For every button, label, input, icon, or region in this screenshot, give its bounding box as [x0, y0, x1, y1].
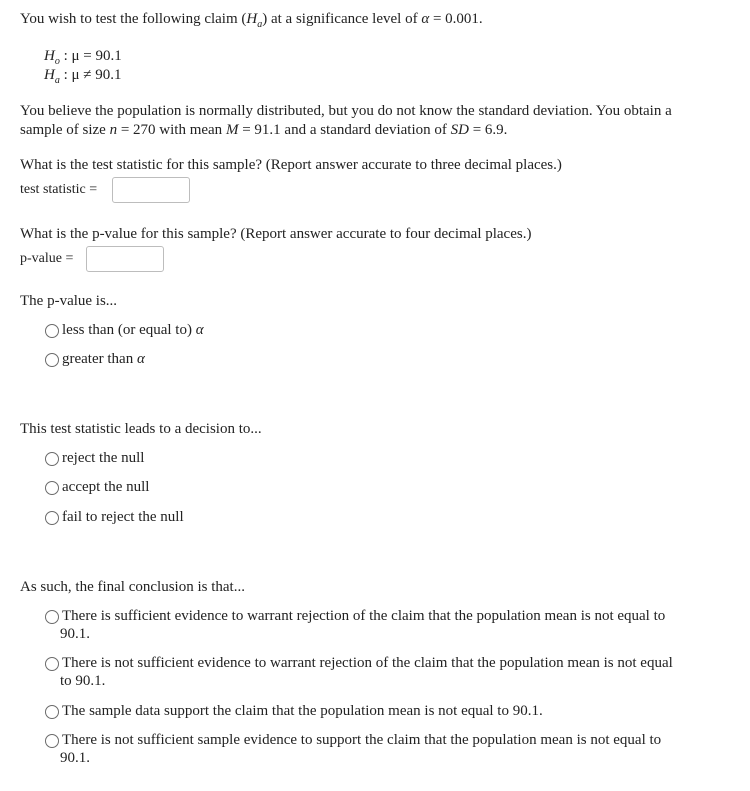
equals-sign: = [429, 11, 446, 27]
option-conclusion-1-line1[interactable]: There is sufficient evidence to warrant rejection of the claim that the population mean is not equal to [62, 608, 666, 624]
option-greater-than-alpha[interactable] [62, 351, 145, 368]
intro-text: You wish to test the following claim ( [20, 11, 247, 27]
h0-symbol: H [44, 48, 55, 64]
option-conclusion-4-line1[interactable]: There is not sufficient sample evidence to support the claim that the population mean is not equal to [62, 732, 662, 748]
compare-prompt: The p-value is... [20, 293, 118, 309]
p-value-label: p-value = [20, 251, 74, 266]
claim-intro [20, 11, 483, 30]
alpha-value: 0.001. [445, 11, 483, 27]
ha-symbol: H [44, 67, 55, 83]
radio-conclusion-1[interactable] [45, 610, 59, 624]
m-symbol: M [225, 122, 239, 138]
ha-value: 90.1 [95, 67, 122, 83]
option-less-than-alpha[interactable] [62, 322, 204, 339]
n-symbol: n [109, 122, 118, 138]
p-value-prompt: What is the p-value for this sample? (Report answer accurate to four decimal places.) [20, 226, 532, 242]
ha-subscript: a [54, 75, 60, 86]
radio-fail-to-reject-null[interactable] [45, 511, 59, 525]
test-statistic-input[interactable] [112, 177, 190, 203]
option-conclusion-2-line1[interactable]: There is not sufficient evidence to warrant rejection of the claim that the population mean is not equal [62, 655, 673, 671]
radio-reject-null[interactable] [45, 452, 59, 466]
test-statistic-label: test statistic = [20, 182, 98, 197]
mean-text: with mean [155, 122, 226, 138]
option-label: greater than [62, 351, 137, 367]
option-accept-null[interactable]: accept the null [62, 479, 150, 495]
radio-conclusion-3[interactable] [45, 705, 59, 719]
sd-value: = 6.9. [468, 122, 508, 138]
m-value: = 91.1 [238, 122, 281, 138]
null-hypothesis [44, 48, 122, 67]
alpha-symbol: α [136, 351, 145, 367]
option-label: less than (or equal to) [62, 322, 196, 338]
sample-info-line2 [20, 122, 507, 139]
intro-text-2: ) at a significance level of [262, 11, 422, 27]
conclusion-prompt: As such, the final conclusion is that... [20, 579, 245, 595]
option-conclusion-4-line2[interactable]: 90.1. [60, 750, 90, 766]
ha-symbol: H [246, 11, 258, 27]
h0-value: 90.1 [95, 48, 122, 64]
decision-prompt: This test statistic leads to a decision to... [20, 421, 262, 437]
h0-subscript: o [54, 56, 60, 67]
option-conclusion-3-line1[interactable]: The sample data support the claim that the population mean is not equal to 90.1. [62, 703, 543, 719]
option-conclusion-2-line2[interactable]: to 90.1. [60, 673, 106, 689]
radio-conclusion-4[interactable] [45, 734, 59, 748]
test-statistic-prompt: What is the test statistic for this sample? (Report answer accurate to three decimal places.) [20, 157, 562, 173]
p-value-input[interactable] [86, 246, 164, 272]
sd-text: and a standard deviation of [280, 122, 451, 138]
sample-info-line1: You believe the population is normally distributed, but you do not know the standard deviation. You obtain a [20, 103, 672, 119]
ha-relation: : μ ≠ [59, 67, 96, 83]
radio-greater-than-alpha[interactable] [45, 353, 59, 367]
sample-text: sample of size [20, 122, 110, 138]
radio-accept-null[interactable] [45, 481, 59, 495]
option-fail-to-reject-null[interactable]: fail to reject the null [62, 509, 184, 525]
sd-symbol: SD [450, 122, 469, 138]
alpha-symbol: α [421, 11, 430, 27]
alternative-hypothesis [44, 67, 122, 86]
option-conclusion-1-line2[interactable]: 90.1. [60, 626, 90, 642]
radio-less-than-alpha[interactable] [45, 324, 59, 338]
option-reject-null[interactable]: reject the null [62, 450, 145, 466]
n-value: = 270 [117, 122, 156, 138]
radio-conclusion-2[interactable] [45, 657, 59, 671]
ha-subscript: a [257, 19, 263, 30]
h0-relation: : μ = [59, 48, 96, 64]
alpha-symbol: α [195, 322, 204, 338]
